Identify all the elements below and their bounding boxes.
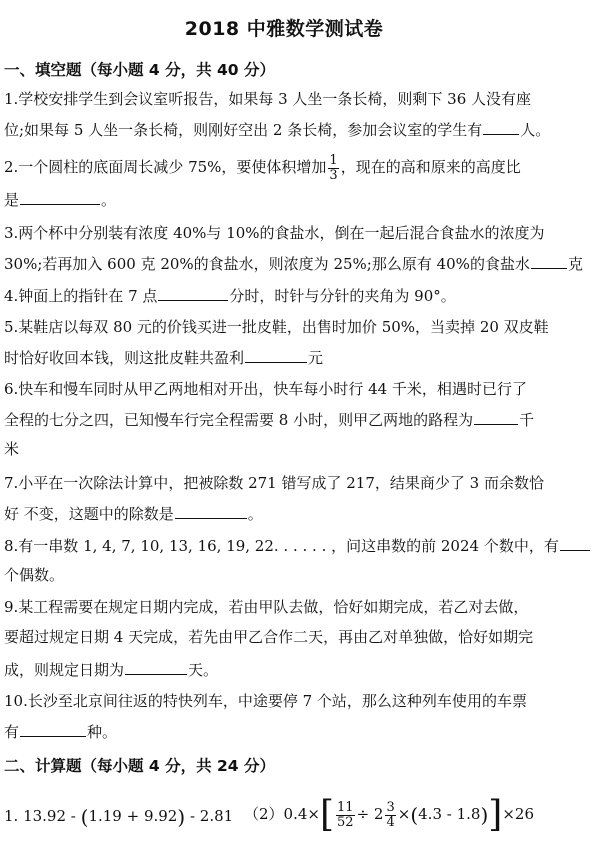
calc-2-end: ×26 — [502, 805, 534, 823]
question-6-line-1: 6.快车和慢车同时从甲乙两地相对开出，快车每小时行 44 千米，相遇时已行了 — [4, 380, 527, 398]
question-1-tail: 人。 — [520, 121, 551, 139]
question-3-text: 30%;若再加入 600 克 20%的食盐水，则浓度为 25%;那么原有 40%的食盐水 — [4, 255, 530, 273]
question-8-line-2: 个偶数。 — [4, 566, 65, 584]
answer-blank[interactable] — [20, 190, 100, 205]
calc-2-inner: 4.3 - 1.8 — [418, 805, 481, 823]
question-6-line-2 — [4, 410, 562, 429]
question-5-line-1: 5.某鞋店以每双 80 元的价钱买进一批皮鞋，出售时加价 50%，当卖掉 20 双皮鞋 — [4, 318, 549, 336]
question-4-text: 4.钟面上的指针在 7 点 — [4, 287, 158, 305]
question-4-line-1 — [4, 286, 562, 305]
question-9-line-1: 9.某工程需要在规定日期内完成，若由甲队去做，恰好如期完成，若乙对去做， — [4, 598, 529, 616]
fraction-3-4 — [385, 801, 395, 830]
paren-open: ( — [410, 803, 419, 827]
section-fill-in-heading: 一、填空题（每小题 4 分，共 40 分） — [4, 61, 275, 79]
fraction-11-52 — [336, 801, 355, 830]
paren-open: ( — [80, 805, 89, 829]
calc-problem-1 — [4, 796, 233, 836]
question-10-line-2 — [4, 722, 562, 741]
question-1-line-2 — [4, 120, 562, 139]
calc-2-start: 0.4× — [283, 805, 320, 823]
paren-close: ) — [480, 803, 489, 827]
fraction-numerator: 11 — [337, 799, 354, 815]
question-10-tail: 种。 — [87, 723, 118, 741]
question-5-line-2 — [4, 348, 562, 367]
question-8-text: 8.有一串数 1, 4, 7, 10, 13, 16, 19, 22. . . . . . ，问这串数的前 2024 个数中，有 — [4, 537, 559, 555]
question-2-end: 。 — [101, 191, 117, 209]
question-2-text-2: 是 — [4, 191, 20, 209]
question-9-line-2: 要超过规定日期 4 天完成，若先由甲乙合作二天，再由乙对单独做，恰好如期完 — [4, 628, 534, 646]
calc-2-times: × — [397, 805, 411, 823]
question-1-line-1: 1.学校安排学生到会议室听报告，如果每 3 人坐一条长椅，则剩下 36 人没有座 — [4, 90, 532, 108]
page-title: 2018 中雅数学测试卷 — [184, 18, 384, 40]
paren-close: ) — [177, 805, 186, 829]
answer-blank[interactable] — [560, 536, 590, 551]
section-calc-heading: 二、计算题（每小题 4 分，共 24 分） — [4, 757, 275, 775]
question-6-text: 全程的七分之四，已知慢车行完全程需要 8 小时，则甲乙两地的路程为 — [4, 411, 474, 429]
question-6-line-3: 米 — [4, 440, 20, 458]
question-3-line-1: 3.两个杯中分别装有浓度 40%与 10%的食盐水，倒在一起后混合食盐水的浓度为 — [4, 224, 545, 242]
answer-blank[interactable] — [245, 348, 307, 363]
fraction-denominator: 3 — [329, 167, 338, 183]
question-4-tail: 分时，时针与分针的夹角为 90°。 — [229, 287, 456, 305]
calc-1-inner: 1.19 + 9.92 — [88, 807, 178, 825]
question-2-line-1 — [4, 152, 562, 182]
bracket-open: [ — [319, 794, 335, 835]
calc-1-start: 1. 13.92 - — [4, 807, 81, 825]
question-10-line-1: 10.长沙至北京间往返的特快列车，中途要停 7 个站，那么这种列车使用的车票 — [4, 692, 527, 710]
answer-blank[interactable] — [531, 254, 567, 269]
calc-2-divide: ÷ 2 — [356, 805, 384, 823]
fraction-one-third — [328, 154, 338, 183]
question-6-tail: 千 — [519, 411, 535, 429]
question-8-line-1 — [4, 536, 562, 555]
answer-blank[interactable] — [125, 660, 187, 675]
fraction-numerator: 1 — [329, 152, 338, 168]
question-10-text: 有 — [4, 723, 20, 741]
question-2-tail: ，现在的高和原来的高度比 — [340, 158, 521, 176]
question-7-line-1: 7.小平在一次除法计算中，把被除数 271 错写成了 217，结果商少了 3 而余数恰 — [4, 474, 544, 492]
question-5-text: 时恰好收回本钱，则这批皮鞋共盈利 — [4, 349, 245, 367]
answer-blank[interactable] — [474, 410, 518, 425]
answer-blank[interactable] — [175, 504, 247, 519]
question-1-text: 位;如果每 5 人坐一条长椅，则刚好空出 2 条长椅，参加会议室的学生有 — [4, 121, 483, 139]
fraction-denominator: 4 — [386, 814, 395, 830]
calc-1-end: - 2.81 — [185, 807, 234, 825]
question-9-text: 成，则规定日期为 — [4, 661, 125, 679]
question-2-line-2 — [4, 190, 562, 209]
question-7-tail: 。 — [247, 505, 263, 523]
calc-problem-2 — [244, 788, 534, 840]
fraction-numerator: 3 — [386, 799, 395, 815]
question-7-line-2 — [4, 504, 562, 523]
question-3-tail: 克 — [567, 255, 583, 273]
answer-blank[interactable] — [483, 120, 519, 135]
question-3-line-2 — [4, 254, 583, 273]
question-9-line-3 — [4, 660, 562, 679]
bracket-close: ] — [488, 794, 503, 835]
fraction-denominator: 52 — [337, 814, 354, 830]
answer-blank[interactable] — [20, 722, 86, 737]
question-2-text: 2.一个圆柱的底面周长减少 75%，要使体积增加 — [4, 158, 327, 176]
question-5-tail: 元 — [308, 349, 324, 367]
answer-blank[interactable] — [158, 286, 228, 301]
calc-2-label: （2） — [244, 805, 284, 823]
question-7-text: 好 不变，这题中的除数是 — [4, 505, 174, 523]
question-9-tail: 天。 — [188, 661, 219, 679]
